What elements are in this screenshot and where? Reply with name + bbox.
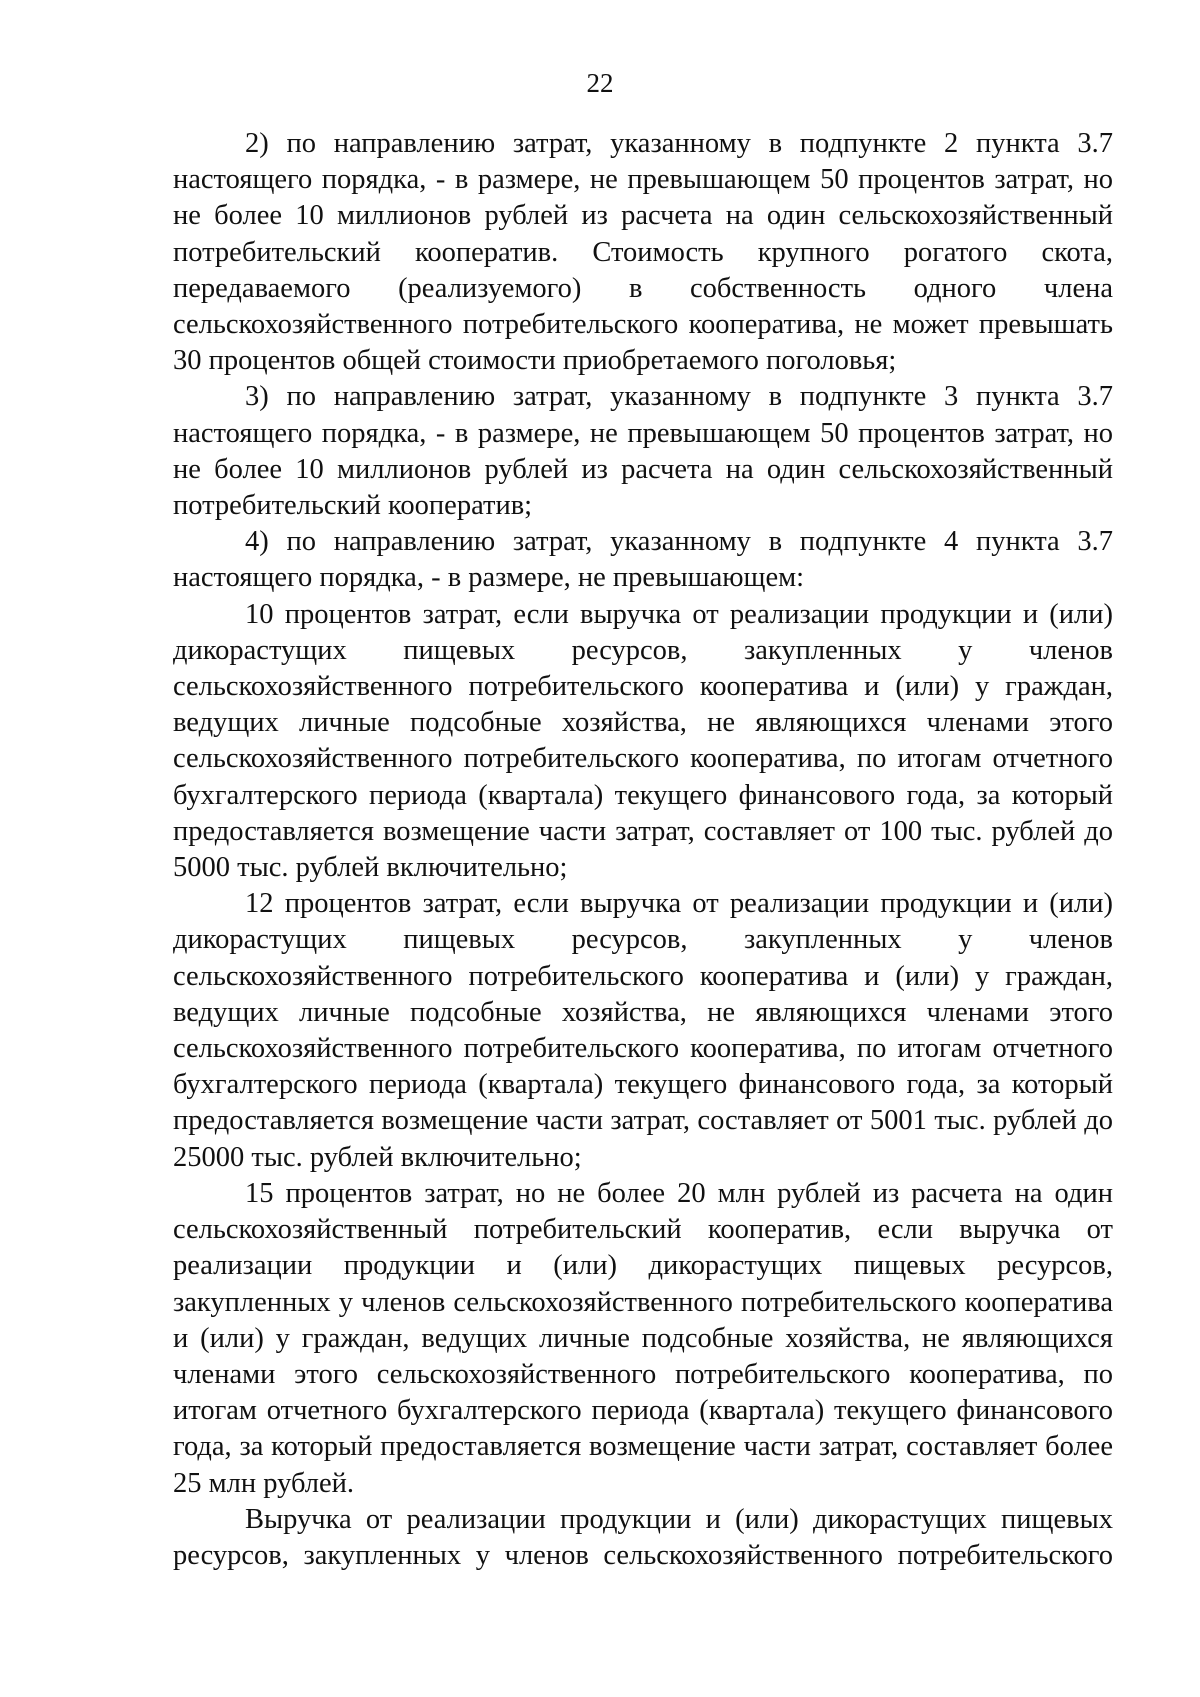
paragraph-item-2: 2) по направлению затрат, указанному в подпункте 2 пункта 3.7 настоящего порядка, - в размере, не превышающем 50 процентов затрат, но не более 10 миллионов рублей из расчета на один сельскохозяйственный потребительский кооператив. Стоимость крупного рогатого скота, передаваемого (реализуемого) в собственность одного члена сельскохозяйственного потребительского кооператива, не может превышать 30 процентов общей стоимости приобретаемого поголовья; — [173, 128, 1113, 377]
paragraph-revenue-continued: Выручка от реализации продукции и (или) дикорастущих пищевых ресурсов, закупленных у членов сельскохозяйственного потребительского — [173, 1503, 1113, 1571]
paragraph-rate-15-percent: 15 процентов затрат, но не более 20 млн рублей из расчета на один сельскохозяйственный потребительский кооператив, если выручка от реализации продукции и (или) дикорастущих пищевых ресурсов, закупленных у членов сельскохозяйственного потребительского кооператива и (или) у граждан, ведущих личные подсобные хозяйства, не являющихся членами этого сельскохозяйственного потребительского кооператива, по итогам отчетного бухгалтерского периода (квартала) текущего финансового года, за который предоставляется возмещение части затрат, составляет более 25 млн рублей. — [173, 1177, 1113, 1499]
paragraph-rate-10-percent: 10 процентов затрат, если выручка от реализации продукции и (или) дикорастущих пищевых ресурсов, закупленных у членов сельскохозяйственного потребительского кооператива и (или) у граждан, ведущих личные подсобные хозяйства, не являющихся членами этого сельскохозяйственного потребительского кооператива, по итогам отчетного бухгалтерского периода (квартала) текущего финансового года, за который предоставляется возмещение части затрат, составляет от 100 тыс. рублей до 5000 тыс. рублей включительно; — [173, 598, 1113, 884]
document-body — [173, 126, 1113, 1574]
paragraph-item-3: 3) по направлению затрат, указанному в подпункте 3 пункта 3.7 настоящего порядка, - в размере, не превышающем 50 процентов затрат, но не более 10 миллионов рублей из расчета на один сельскохозяйственный потребительский кооператив; — [173, 381, 1113, 522]
paragraph-item-4: 4) по направлению затрат, указанному в подпункте 4 пункта 3.7 настоящего порядка, - в размере, не превышающем: — [173, 526, 1113, 594]
page-number: 22 — [586, 68, 614, 98]
paragraph-rate-12-percent: 12 процентов затрат, если выручка от реализации продукции и (или) дикорастущих пищевых ресурсов, закупленных у членов сельскохозяйственного потребительского кооператива и (или) у граждан, ведущих личные подсобные хозяйства, не являющихся членами этого сельскохозяйственного потребительского кооператива, по итогам отчетного бухгалтерского периода (квартала) текущего финансового года, за который предоставляется возмещение части затрат, составляет от 5001 тыс. рублей до 25000 тыс. рублей включительно; — [173, 888, 1113, 1173]
